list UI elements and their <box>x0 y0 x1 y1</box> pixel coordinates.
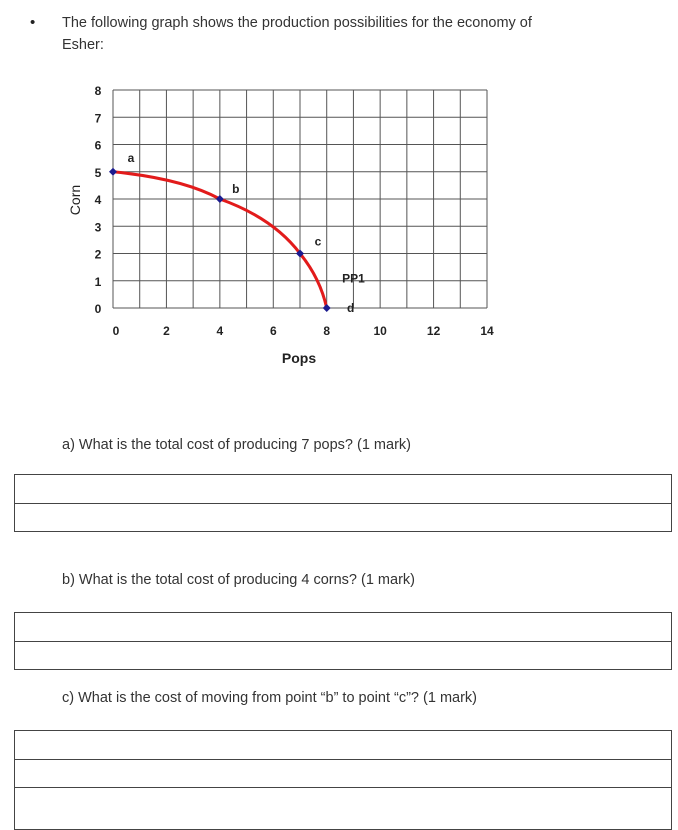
x-tick-label: 0 <box>112 324 120 338</box>
data-point-d <box>323 304 331 312</box>
y-tick-label: 5 <box>94 165 102 180</box>
y-tick-label: 4 <box>94 193 102 207</box>
question-b: b) What is the total cost of producing 4 corns? (1 mark) <box>62 572 415 588</box>
answer-line <box>15 503 671 504</box>
point-label-d: d <box>347 301 355 315</box>
answer-box-c[interactable] <box>14 730 672 830</box>
question-a: a) What is the total cost of producing 7 pops? (1 mark) <box>62 437 411 453</box>
x-tick-label: 12 <box>426 324 441 338</box>
x-tick-label: 4 <box>216 324 224 338</box>
y-tick-label: 2 <box>94 247 102 262</box>
x-tick-label: 8 <box>323 324 331 338</box>
y-tick-label: 0 <box>94 302 102 316</box>
intro-line-2: Esher: <box>62 37 104 53</box>
point-label-b: b <box>232 182 240 196</box>
point-label-c: c <box>314 234 322 249</box>
y-tick-label: 6 <box>94 138 102 153</box>
bullet-glyph: • <box>30 14 36 31</box>
y-axis-label: Corn <box>67 184 83 216</box>
answer-line <box>15 759 671 760</box>
intro-line-1: The following graph shows the production possibilities for the economy of <box>62 15 532 31</box>
question-c: c) What is the cost of moving from point “b” to point “c”? (1 mark) <box>62 690 477 706</box>
answer-box-a[interactable] <box>14 474 672 532</box>
y-tick-label: 8 <box>94 84 102 98</box>
curve-label-pp1: PP1 <box>342 271 365 286</box>
x-tick-label: 2 <box>163 324 170 338</box>
x-tick-label: 10 <box>373 324 387 338</box>
x-tick-label: 6 <box>269 324 277 338</box>
answer-line <box>15 641 671 642</box>
y-tick-label: 1 <box>94 274 102 289</box>
y-tick-label: 3 <box>94 220 102 235</box>
x-axis-label: Pops <box>281 350 317 366</box>
answer-box-b[interactable] <box>14 612 672 670</box>
point-label-a: a <box>127 150 135 165</box>
ppf-chart <box>0 0 678 400</box>
y-tick-label: 7 <box>94 111 102 126</box>
x-tick-label: 14 <box>480 324 494 338</box>
answer-line <box>15 787 671 788</box>
data-point-a <box>109 168 117 176</box>
